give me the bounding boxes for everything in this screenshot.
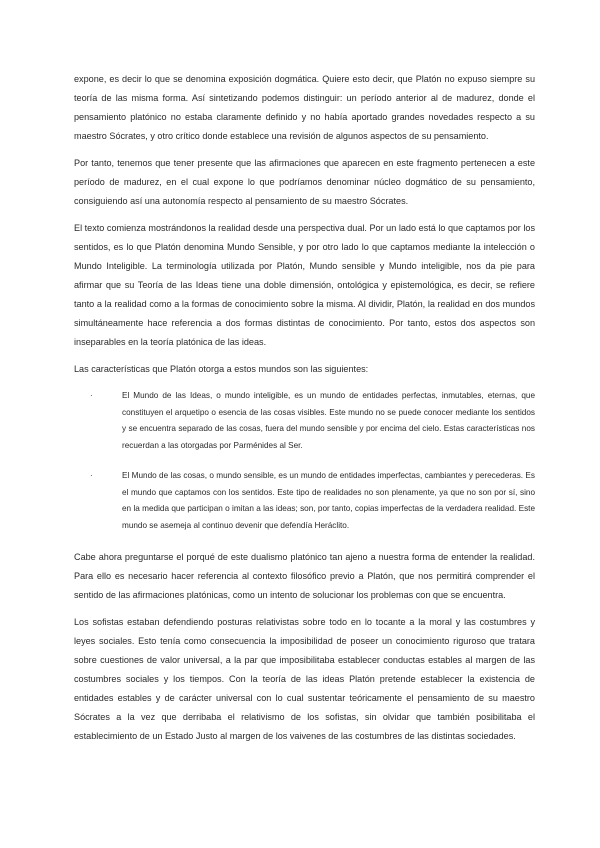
paragraph-exposition: expone, es decir lo que se denomina exposición dogmática. Quiere esto decir, que Platón no expuso siempre su teoría de las misma forma. Así sintetizando podemos distinguir: un período anterior al de madurez, donde el pensamiento platónico no estaba claramente definido y no había aportado grandes novedades respecto a su maestro Sócrates, y otro crítico donde establece una revisión de algunos aspectos de su pensamiento. <box>74 74 535 141</box>
bullet-icon: · <box>90 471 93 480</box>
paragraph-characteristics-intro: Las características que Platón otorga a estos mundos son las siguientes: <box>74 364 369 374</box>
paragraph-dualism-question: Cabe ahora preguntarse el porqué de este dualismo platónico tan ajeno a nuestra forma de entender la realidad. Para ello es necesario hacer referencia al contexto filosófico previo a Platón, que nos permitirá comprender el sentido de las afirmaciones platónicas, como un intento de solucionar los problemas con que se encuentra. <box>74 552 535 600</box>
list-item-intelligible-world <box>74 388 535 454</box>
paragraph-sophists: Los sofistas estaban defendiendo posturas relativistas sobre todo en lo tocante a la moral y las costumbres y leyes sociales. Esto tenía como consecuencia la imposibilidad de poseer un conocimiento riguroso que tratara sobre cuestiones de valor universal, a la par que imposibilitaba establecer conductas estables al margen de las costumbres sociales y los tiempos. Con la teoría de las ideas Platón pretende establecer la existencia de entidades estables y de carácter universal con lo cual sustentar teóricamente el pensamiento de su maestro Sócrates a la vez que derribaba el relativismo de los sofistas, sin olvidar que también posibilitaba el establecimiento de un Estado Justo al margen de los vaivenes de las costumbres de las distintas sociedades. <box>74 617 535 741</box>
list-item-sensible-world <box>74 468 535 534</box>
paragraph-dual-reality: El texto comienza mostrándonos la realidad desde una perspectiva dual. Por un lado está lo que captamos por los sentidos, es lo que Platón denomina Mundo Sensible, y por otro lado lo que captamos mediante la intelección o Mundo Inteligible. La terminología utilizada por Platón, Mundo sensible y Mundo inteligible, nos da pie para afirmar que su Teoría de las Ideas tiene una doble dimensión, ontológica y epistemológica, es decir, se refiere tanto a la realidad como a la formas de conocimiento sobre la misma. Al dividir, Platón, la realidad en dos mundos simultáneamente hace referencia a dos formas distintas de conocimiento. Por tanto, estos dos aspectos son inseparables en la teoría platónica de las ideas. <box>74 223 535 347</box>
worlds-list <box>74 388 535 534</box>
list-item-text: El Mundo de las Ideas, o mundo inteligible, es un mundo de entidades perfectas, inmutables, eternas, que constituyen el arquetipo o esencia de las cosas visibles. Este mundo no se puede conocer mediante los sentidos y se encuentra separado de las cosas, fuera del mundo sensible y por encima del cielo. Estas características nos recuerdan a las otorgadas por Parménides al Ser. <box>122 391 535 450</box>
list-item-text: El Mundo de las cosas, o mundo sensible, es un mundo de entidades imperfectas, cambiantes y perecederas. Es el mundo que captamos con los sentidos. Este tipo de realidades no son plenamente, ya que no son por sí, sino en la medida que participan o imitan a las ideas; son, por tanto, copias imperfectas de la verdadera realidad. Este mundo se asemeja al continuo devenir que defendía Heráclito. <box>122 471 535 530</box>
bullet-icon: · <box>90 391 93 400</box>
paragraph-maturity-period: Por tanto, tenemos que tener presente que las afirmaciones que aparecen en este fragmento pertenecen a este período de madurez, en el cual expone lo que podríamos denominar núcleo dogmático de su pensamiento, consiguiendo así una autonomía respecto al pensamiento de su maestro Sócrates. <box>74 158 535 206</box>
